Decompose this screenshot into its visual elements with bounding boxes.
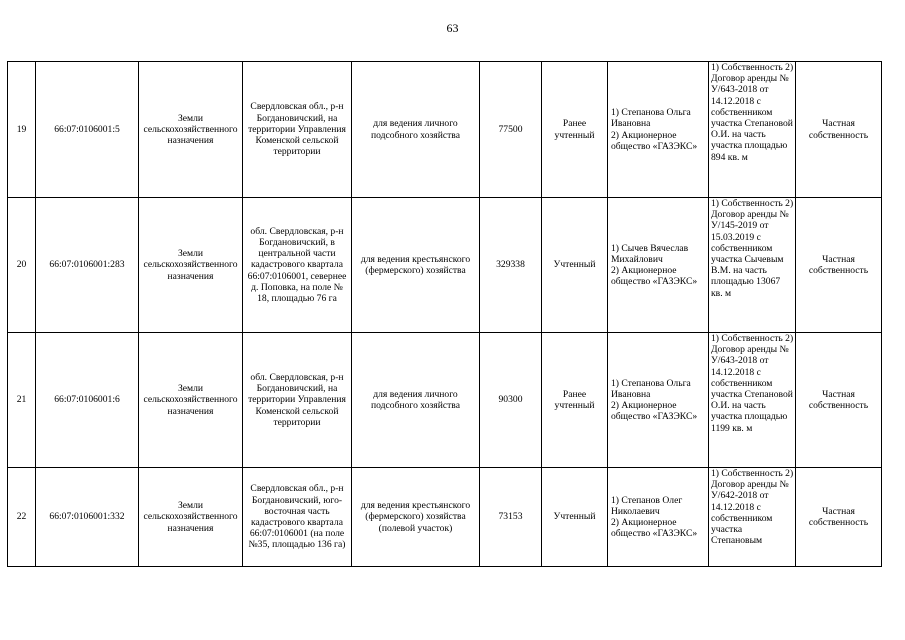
plot-owners bbox=[608, 198, 709, 333]
plot-area: 329338 bbox=[480, 198, 542, 333]
cadastral-number: 66:07:0106001:283 bbox=[36, 198, 139, 333]
cadastral-number: 66:07:0106001:5 bbox=[36, 62, 139, 198]
owner-2: 2) Акционерное общество «ГАЗЭКС» bbox=[611, 400, 698, 423]
plot-status: Ранее учтенный bbox=[542, 333, 608, 468]
land-category: Земли сельскохозяйственного назначения bbox=[139, 62, 243, 198]
land-category: Земли сельскохозяйственного назначения bbox=[139, 333, 243, 468]
owner-2: 2) Акционерное общество «ГАЗЭКС» bbox=[611, 517, 698, 540]
page-number: 63 bbox=[446, 21, 459, 35]
permitted-use: для ведения крестьянского (фермерского) хозяйства bbox=[352, 198, 480, 333]
rights-and-encumbrances: 1) Собственность 2) Договор аренды № У/642-2018 от 14.12.2018 с собственником участка Степановым bbox=[709, 468, 796, 567]
plot-owners bbox=[608, 62, 709, 198]
row-number: 19 bbox=[8, 62, 36, 198]
plot-area: 77500 bbox=[480, 62, 542, 198]
plot-location: Свердловская обл., р-н Богдановичский, на территории Управления Коменской сельской территории bbox=[243, 62, 352, 198]
row-number: 20 bbox=[8, 198, 36, 333]
permitted-use: для ведения личного подсобного хозяйства bbox=[352, 333, 480, 468]
table-row bbox=[8, 198, 882, 333]
owner-1: 1) Степанов Олег Николаевич bbox=[611, 494, 683, 517]
rights-and-encumbrances: 1) Собственность 2) Договор аренды № У/145-2019 от 15.03.2019 с собственником участка Сычевым В.М. на часть площадью 13067 кв. м bbox=[709, 198, 796, 333]
plot-location: обл. Свердловская, р-н Богдановичский, на территории Управления Коменской сельской территории bbox=[243, 333, 352, 468]
plot-owners bbox=[608, 468, 709, 567]
plot-area: 73153 bbox=[480, 468, 542, 567]
plot-status: Учтенный bbox=[542, 198, 608, 333]
cadastral-number: 66:07:0106001:6 bbox=[36, 333, 139, 468]
table-row bbox=[8, 333, 882, 468]
cadastral-number: 66:07:0106001:332 bbox=[36, 468, 139, 567]
plot-location: Свердловская обл., р-н Богдановичский, юго-восточная часть кадастрового квартала 66:07:0106001 (на поле №35, площадью 136 га) bbox=[243, 468, 352, 567]
land-category: Земли сельскохозяйственного назначения bbox=[139, 198, 243, 333]
plot-status: Учтенный bbox=[542, 468, 608, 567]
owner-2: 2) Акционерное общество «ГАЗЭКС» bbox=[611, 129, 698, 152]
rights-and-encumbrances: 1) Собственность 2) Договор аренды № У/643-2018 от 14.12.2018 с собственником участка Степановой О.И. на часть участка площадью 894 кв. м bbox=[709, 62, 796, 198]
row-number: 21 bbox=[8, 333, 36, 468]
table-row bbox=[8, 62, 882, 198]
plot-status: Ранее учтенный bbox=[542, 62, 608, 198]
ownership-form: Частная собственность bbox=[796, 62, 882, 198]
plot-location: обл. Свердловская, р-н Богдановичский, в центральной части кадастрового квартала 66:07:0106001, севернее д. Поповка, на поле № 18, площадью 76 га bbox=[243, 198, 352, 333]
owner-1: 1) Степанова Ольга Ивановна bbox=[611, 377, 691, 400]
plot-area: 90300 bbox=[480, 333, 542, 468]
table-row bbox=[8, 468, 882, 567]
land-plots-table bbox=[7, 61, 882, 567]
owner-2: 2) Акционерное общество «ГАЗЭКС» bbox=[611, 265, 698, 288]
owner-1: 1) Степанова Ольга Ивановна bbox=[611, 107, 691, 130]
permitted-use: для ведения личного подсобного хозяйства bbox=[352, 62, 480, 198]
row-number: 22 bbox=[8, 468, 36, 567]
ownership-form: Частная собственность bbox=[796, 198, 882, 333]
rights-and-encumbrances: 1) Собственность 2) Договор аренды № У/643-2018 от 14.12.2018 с собственником участка Степановой О.И. на часть участка площадью 1199 кв. м bbox=[709, 333, 796, 468]
land-category: Земли сельскохозяйственного назначения bbox=[139, 468, 243, 567]
plot-owners bbox=[608, 333, 709, 468]
owner-1: 1) Сычев Вячеслав Михайлович bbox=[611, 242, 689, 265]
ownership-form: Частная собственность bbox=[796, 468, 882, 567]
permitted-use: для ведения крестьянского (фермерского) хозяйства (полевой участок) bbox=[352, 468, 480, 567]
ownership-form: Частная собственность bbox=[796, 333, 882, 468]
